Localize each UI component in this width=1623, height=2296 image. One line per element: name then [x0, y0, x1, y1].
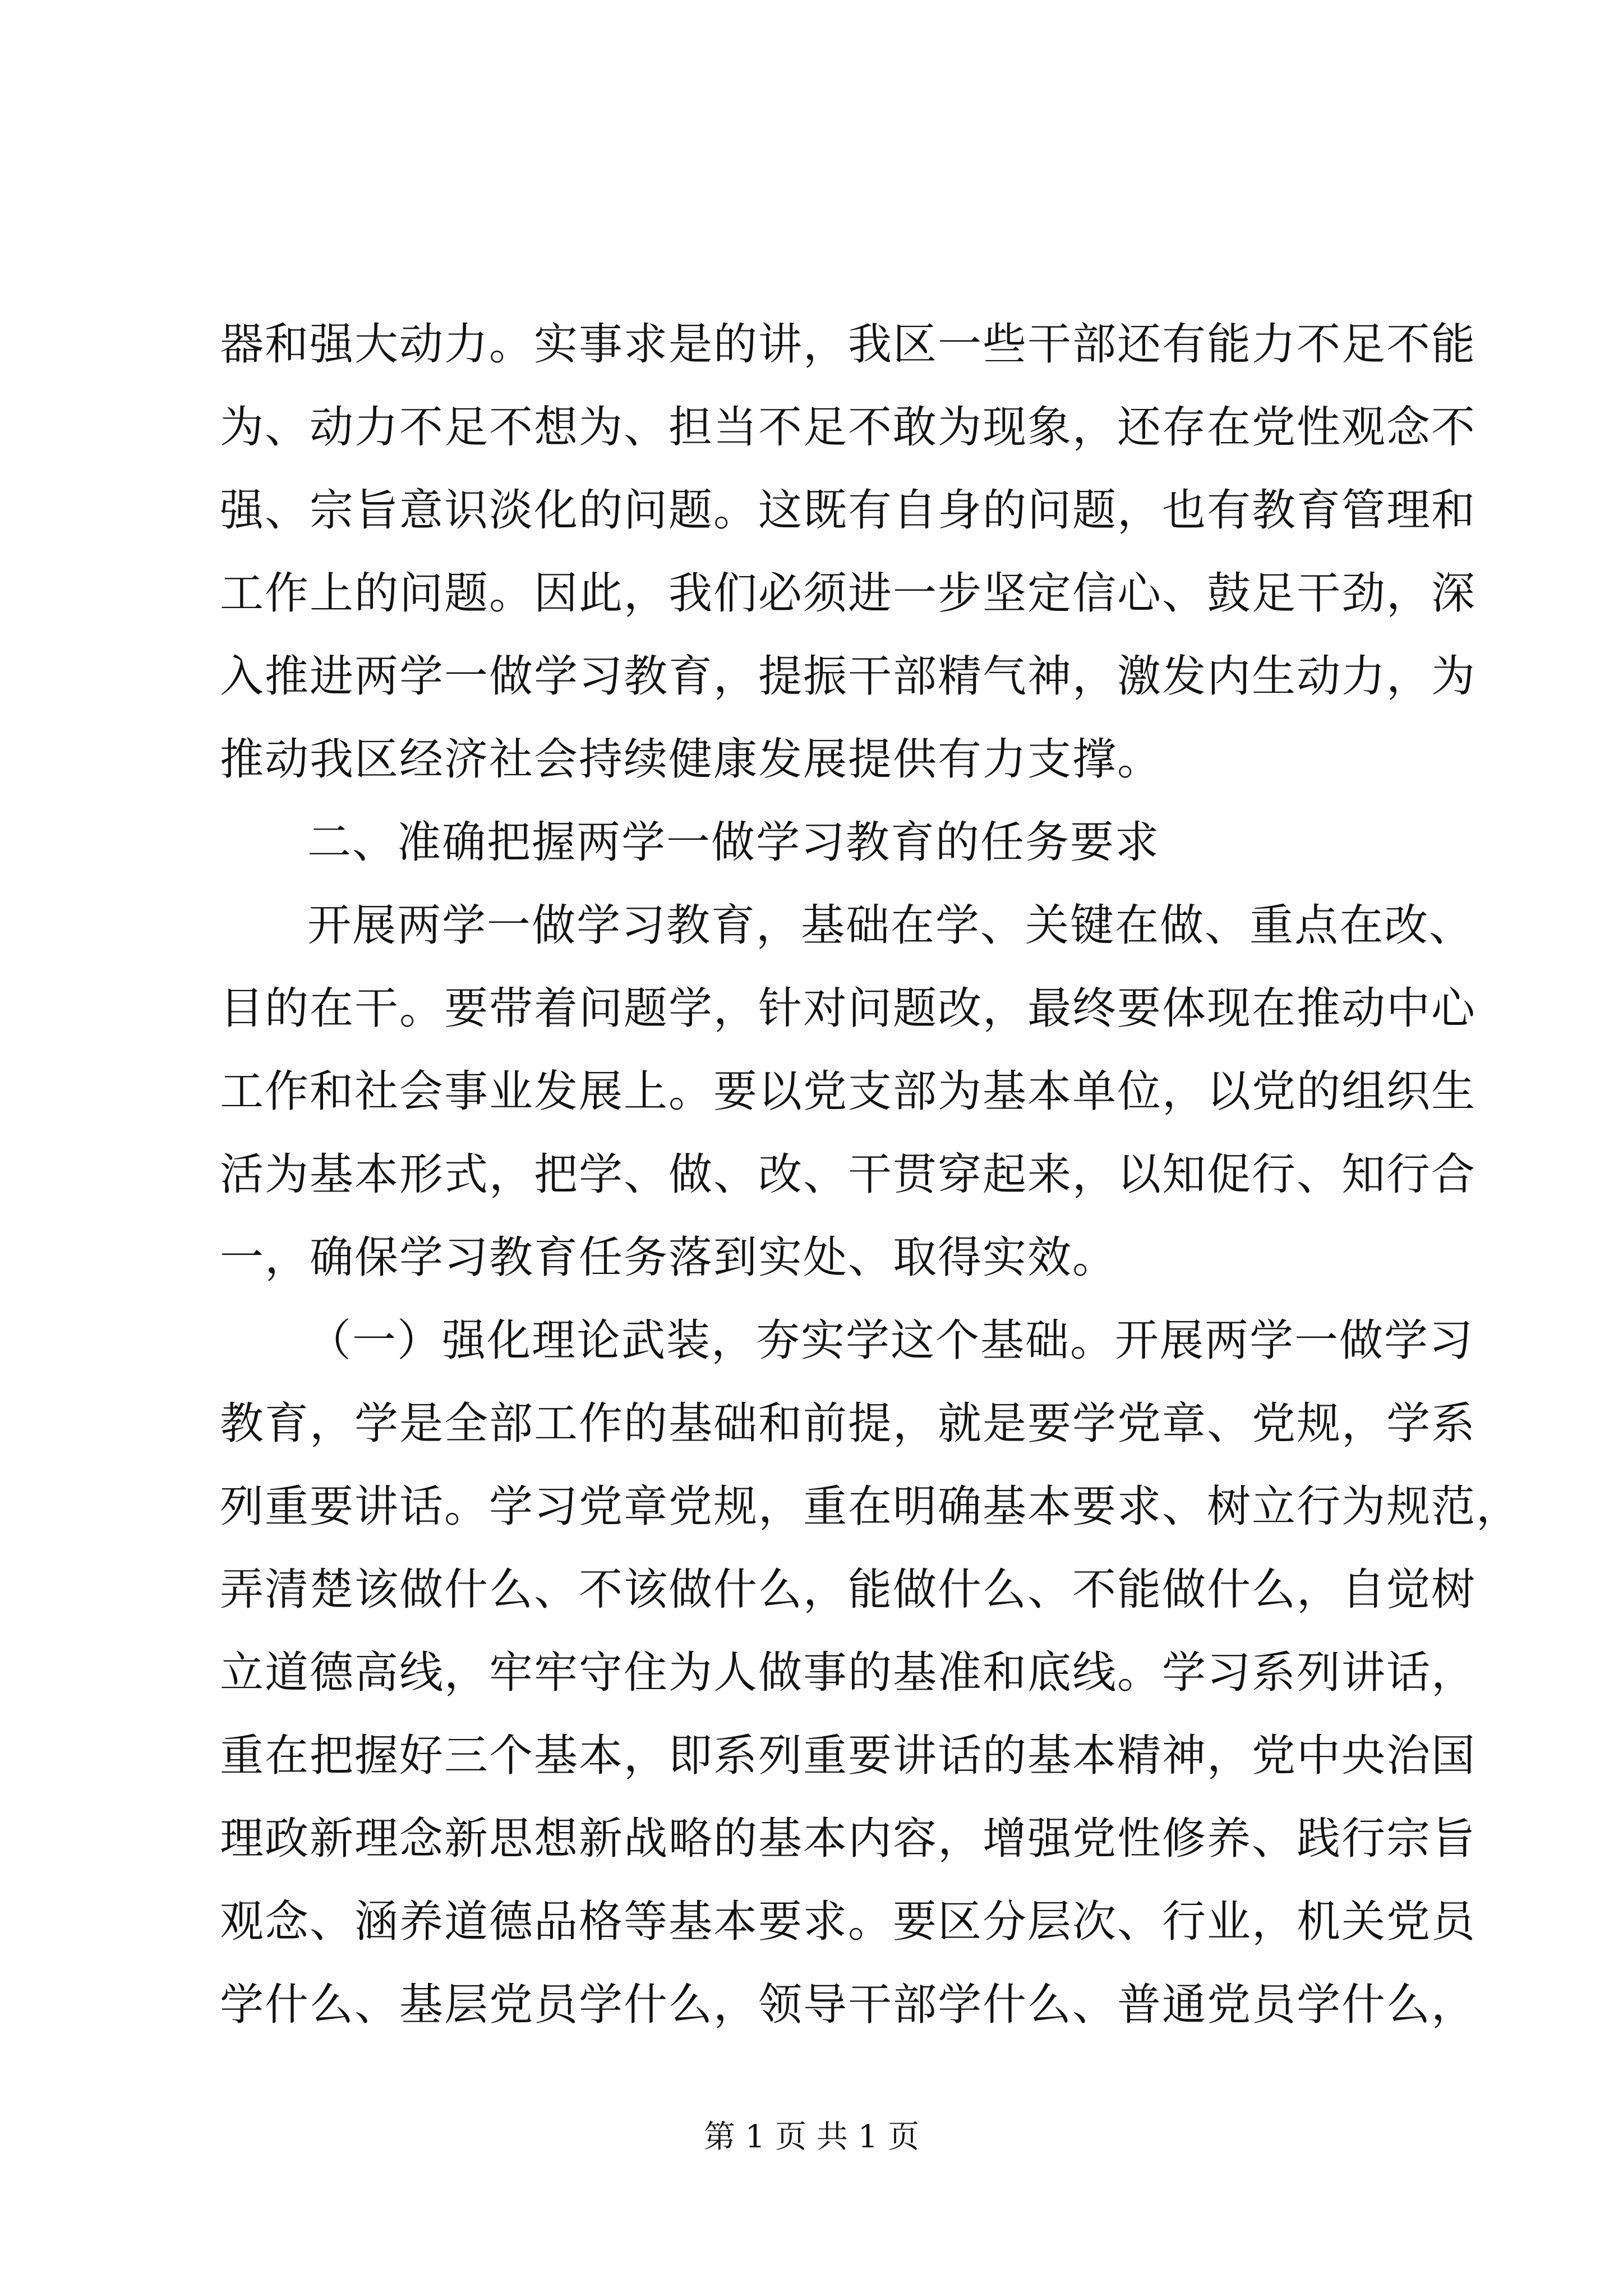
text-line: 一，确保学习教育任务落到实处、取得实效。 — [220, 1232, 1118, 1283]
text-line: 推动我区经济社会持续健康发展提供有力支撑。 — [220, 734, 1163, 785]
page-footer: 第 1 页 共 1 页 — [703, 2119, 920, 2155]
text-line: 教育，学是全部工作的基础和前提，就是要学党章、党规，学系 — [220, 1398, 1477, 1449]
text-line: 强、宗旨意识淡化的问题。这既有自身的问题，也有教育管理和 — [220, 485, 1477, 536]
paragraph-start-line: （一）强化理论武装，夯实学这个基础。开展两学一做学习 — [307, 1315, 1474, 1366]
text-line: 器和强大动力。实事求是的讲，我区一些干部还有能力不足不能 — [220, 319, 1477, 370]
paragraph-start-line: 开展两学一做学习教育，基础在学、关键在做、重点在改、 — [307, 900, 1474, 951]
text-line: 活为基本形式，把学、做、改、干贯穿起来，以知促行、知行合 — [220, 1149, 1477, 1200]
text-line: 重在把握好三个基本，即系列重要讲话的基本精神，党中央治国 — [220, 1731, 1477, 1781]
text-line: 立道德高线，牢牢守住为人做事的基准和底线。学习系列讲话， — [220, 1648, 1477, 1698]
text-line: 观念、涵养道德品格等基本要求。要区分层次、行业，机关党员 — [220, 1897, 1477, 1947]
body-text — [220, 303, 1521, 2046]
section-heading: 二、准确把握两学一做学习教育的任务要求 — [307, 817, 1160, 868]
text-line: 工作和社会事业发展上。要以党支部为基本单位，以党的组织生 — [220, 1066, 1477, 1117]
text-line: 列重要讲话。学习党章党规，重在明确基本要求、树立行为规范， — [220, 1481, 1521, 1532]
text-line: 弄清楚该做什么、不该做什么，能做什么、不能做什么，自觉树 — [220, 1565, 1477, 1615]
text-line: 为、动力不足不想为、担当不足不敢为现象，还存在党性观念不 — [220, 402, 1477, 453]
text-line: 入推进两学一做学习教育，提振干部精气神，激发内生动力，为 — [220, 651, 1477, 702]
text-line: 理政新理念新思想新战略的基本内容，增强党性修养、践行宗旨 — [220, 1814, 1477, 1864]
text-line: 学什么、基层党员学什么，领导干部学什么、普通党员学什么， — [220, 1980, 1477, 2030]
text-line: 工作上的问题。因此，我们必须进一步坚定信心、鼓足干劲，深 — [220, 568, 1477, 619]
text-line: 目的在干。要带着问题学，针对问题改，最终要体现在推动中心 — [220, 983, 1477, 1034]
